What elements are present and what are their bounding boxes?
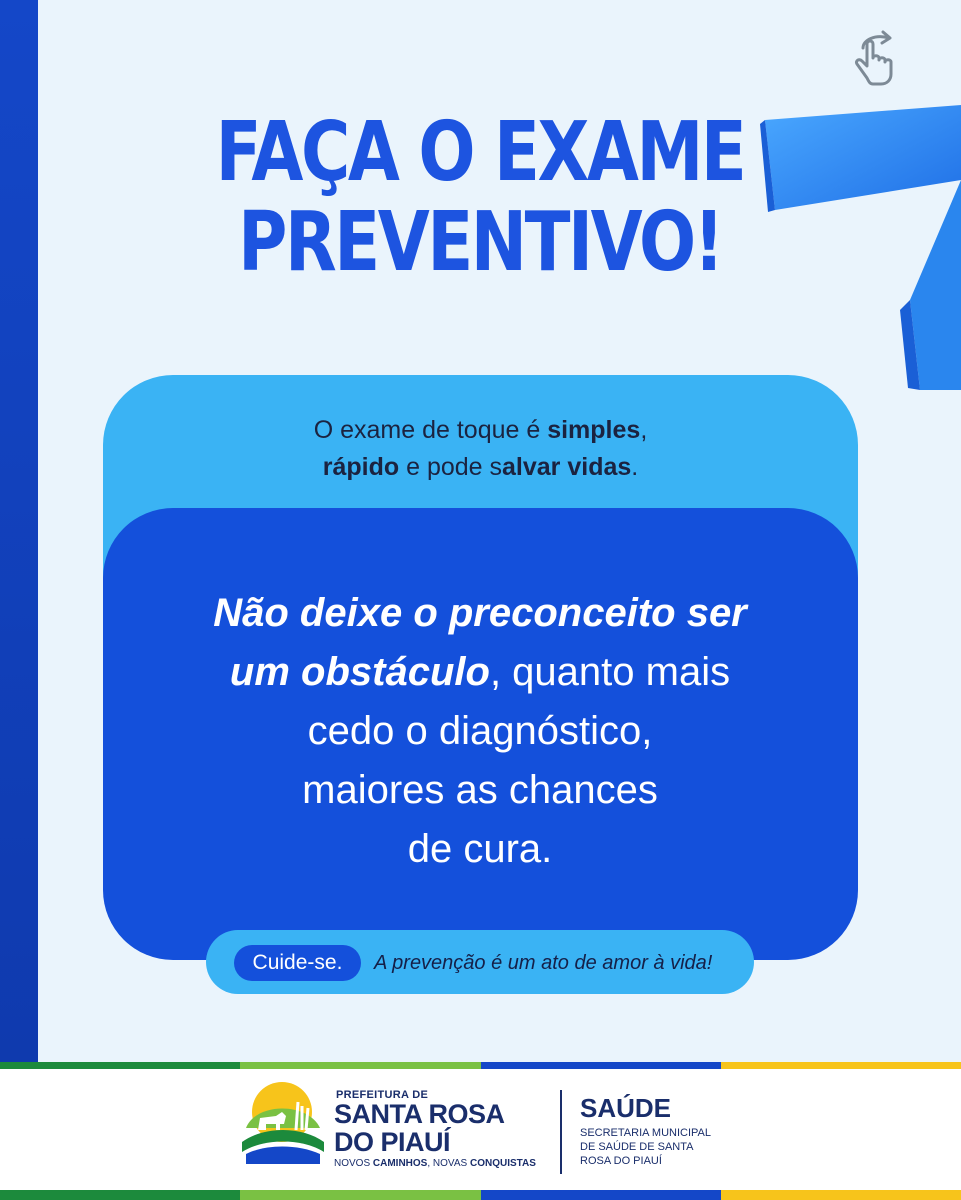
slogan-text: A prevenção é um ato de amor à vida! bbox=[374, 952, 713, 974]
municipality-name-line2: DO PIAUÍ bbox=[334, 1127, 451, 1157]
message-emphasis: Não deixe o preconceito ser bbox=[213, 591, 747, 635]
slogan-part: CAMINHOS bbox=[372, 1158, 428, 1169]
title-line-2: PREVENTIVO! bbox=[238, 195, 722, 290]
slogan-part: , NOVAS bbox=[427, 1158, 470, 1169]
intro-text-part: , bbox=[640, 416, 648, 444]
saude-subtitle-line: ROSA DO PIAUÍ bbox=[580, 1155, 662, 1167]
main-message bbox=[120, 584, 840, 879]
municipal-emblem-icon bbox=[236, 1072, 328, 1168]
message-text: maiores as chances bbox=[302, 768, 658, 812]
message-text: , quanto mais bbox=[489, 650, 731, 694]
footer-color-band bbox=[0, 1190, 961, 1200]
swipe-hand-icon bbox=[845, 28, 913, 88]
slogan-part: NOVOS bbox=[334, 1158, 373, 1169]
footer-divider bbox=[560, 1090, 562, 1174]
intro-text bbox=[103, 412, 858, 486]
page-title bbox=[209, 105, 750, 290]
intro-bold-simples: simples bbox=[547, 416, 641, 444]
left-stripe bbox=[0, 0, 38, 1062]
saude-title: SAÚDE bbox=[580, 1093, 672, 1123]
intro-bold-rapido: rápido bbox=[322, 453, 400, 481]
intro-text-part: . bbox=[631, 453, 639, 481]
title-line-1: FAÇA O EXAME bbox=[215, 105, 745, 200]
footer-color-band bbox=[0, 1062, 961, 1069]
intro-bold-salvar: alvar vidas bbox=[502, 453, 632, 481]
municipality-name bbox=[334, 1100, 554, 1156]
saude-subtitle-line: DE SAÚDE DE SANTA bbox=[580, 1141, 694, 1153]
prefeitura-label: PREFEITURA DE bbox=[336, 1089, 429, 1101]
message-emphasis: um obstáculo bbox=[229, 650, 490, 694]
saude-subtitle bbox=[580, 1126, 740, 1168]
municipality-slogan bbox=[334, 1158, 536, 1169]
municipality-name-line1: SANTA ROSA bbox=[334, 1099, 505, 1129]
message-text: cedo o diagnóstico, bbox=[307, 709, 653, 753]
intro-text-part: O exame de toque é bbox=[313, 416, 548, 444]
cuide-se-badge: Cuide-se. bbox=[234, 945, 361, 981]
intro-text-part: e pode s bbox=[399, 453, 503, 481]
slogan-part: CONQUISTAS bbox=[469, 1158, 536, 1169]
saude-subtitle-line: SECRETARIA MUNICIPAL bbox=[580, 1127, 712, 1139]
message-text: de cura. bbox=[407, 827, 553, 871]
blue-ribbon-icon bbox=[760, 100, 961, 390]
